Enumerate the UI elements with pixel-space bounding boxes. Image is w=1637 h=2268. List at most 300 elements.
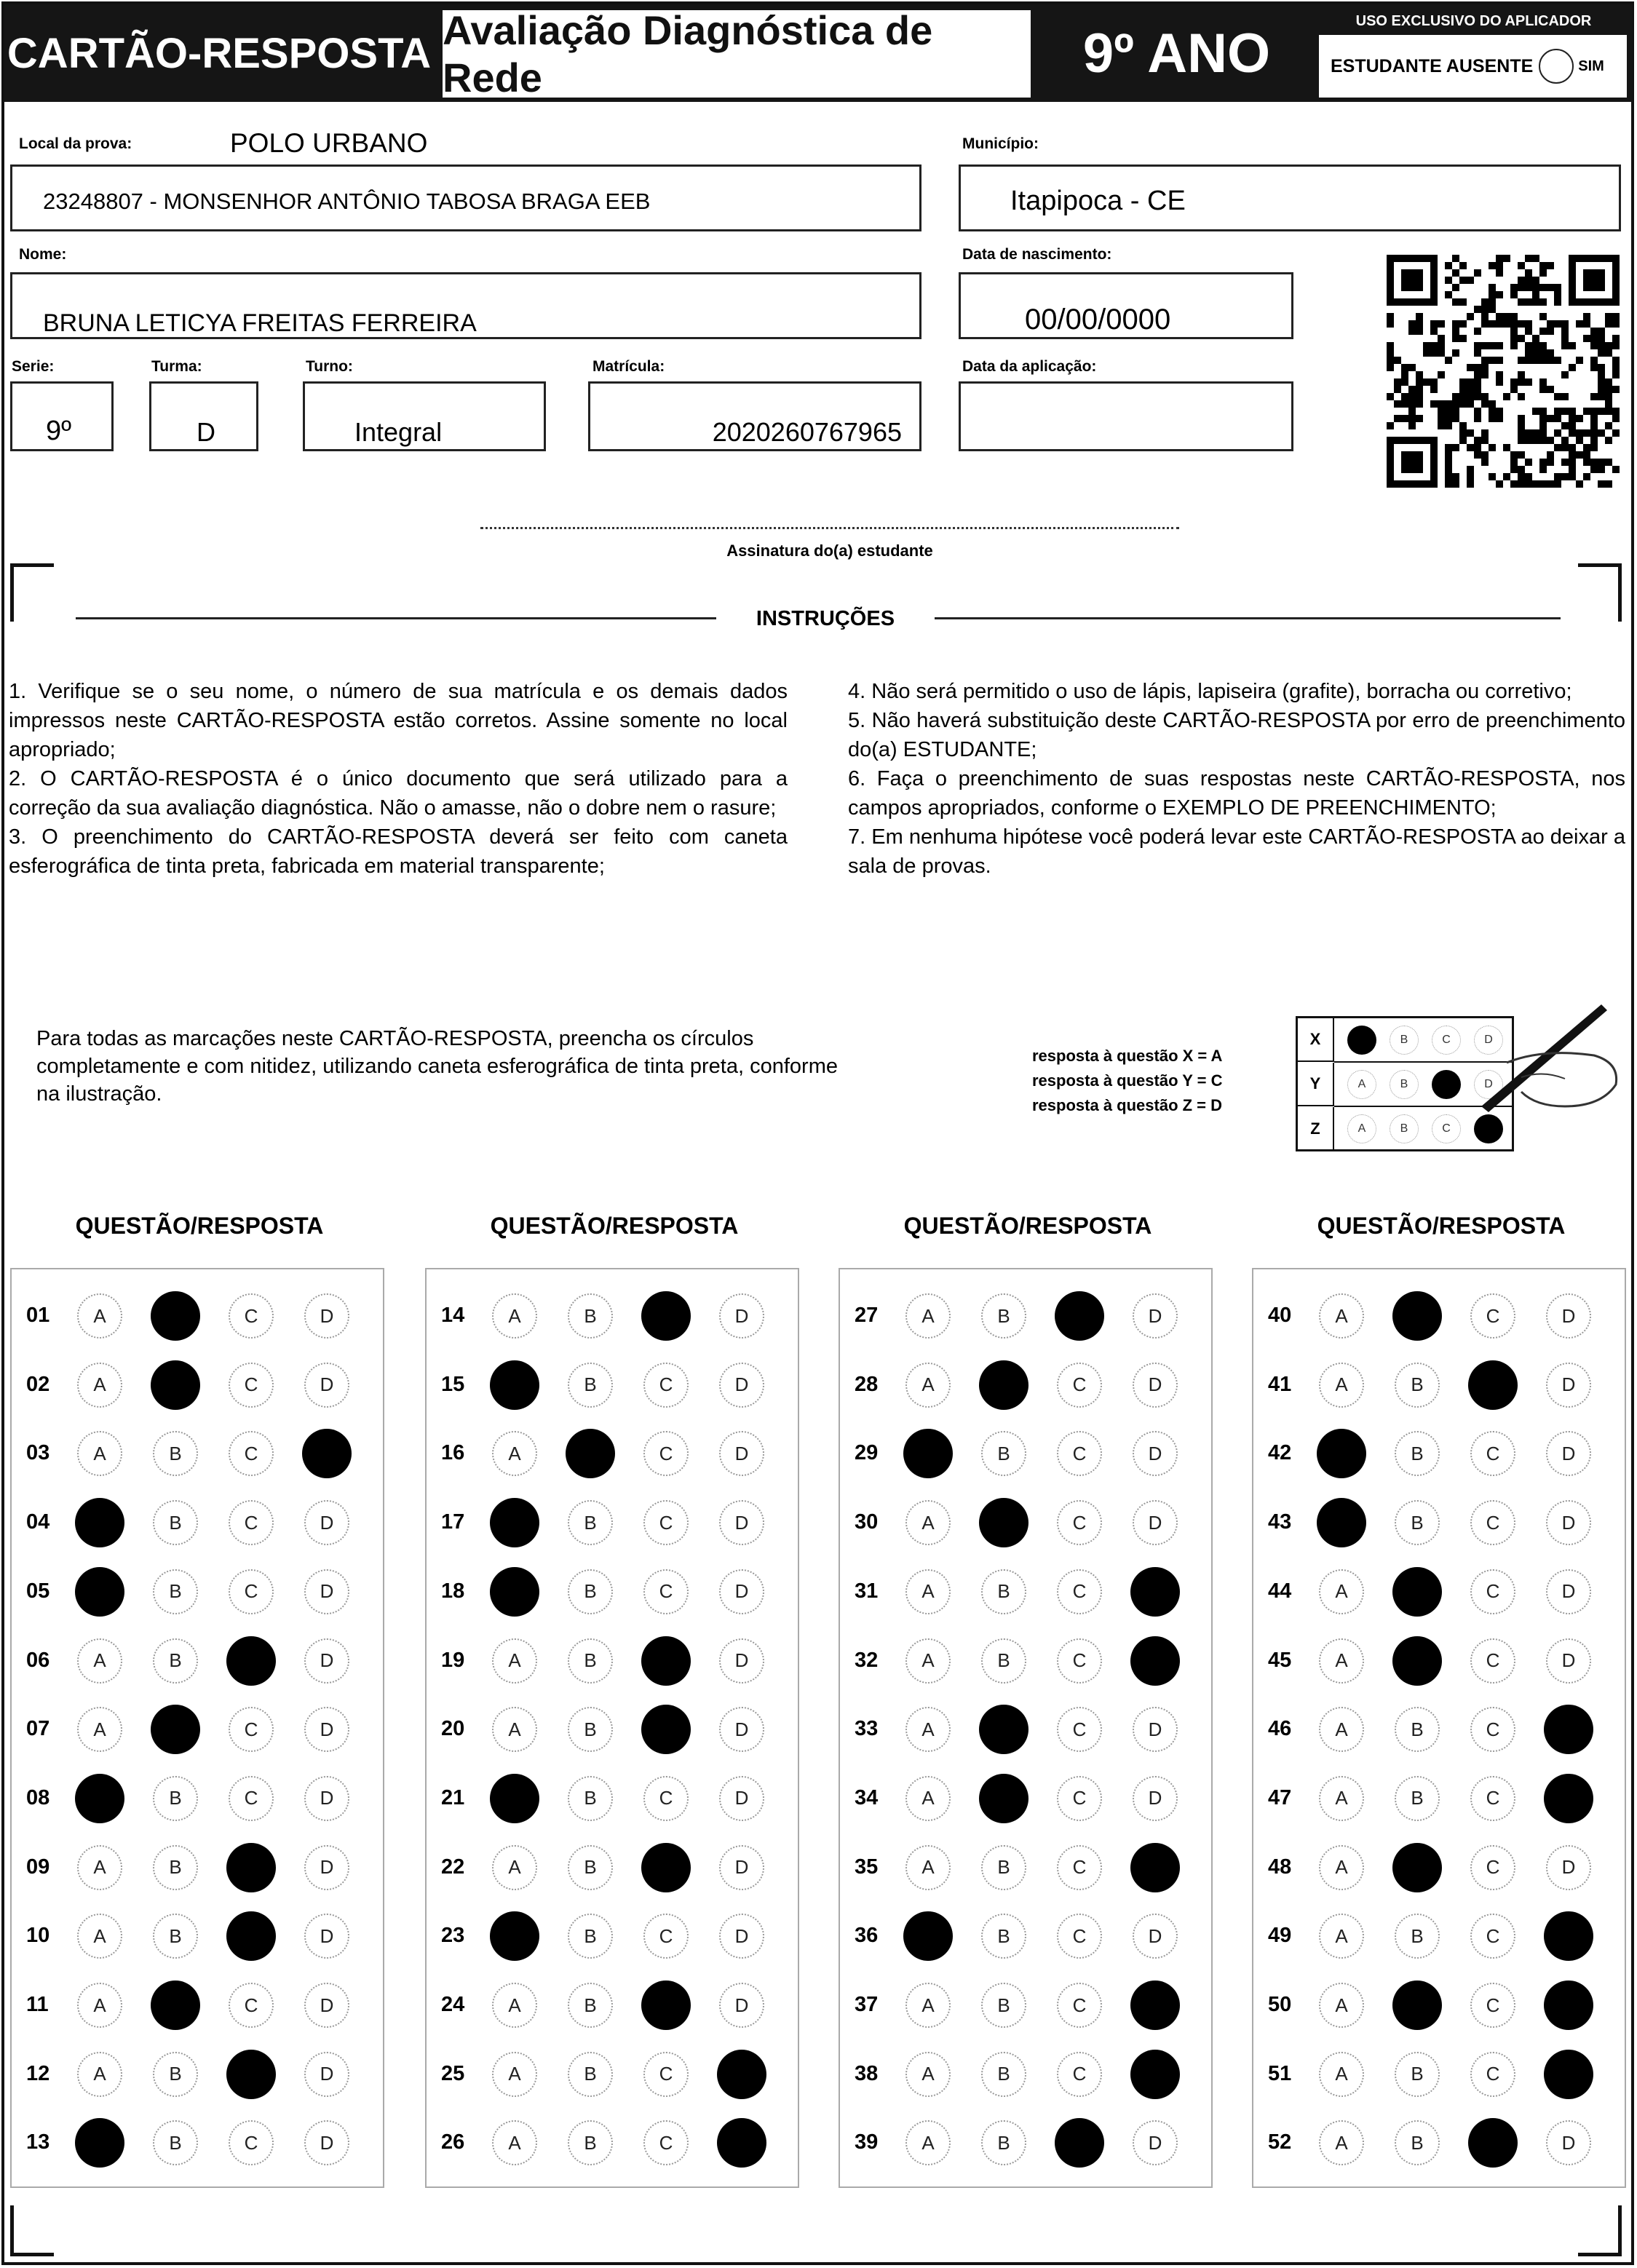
location-label: Local da prova: (19, 135, 132, 152)
answer-bubble-a[interactable] (77, 1293, 122, 1339)
answer-bubble-a[interactable] (905, 2120, 951, 2165)
bubble-letter: B (1411, 2131, 1424, 2154)
example-bubble: A (1347, 1114, 1376, 1143)
answer-row (10, 1914, 384, 1959)
answer-bubble-c[interactable] (1468, 2118, 1518, 2168)
bubble-letter: D (1561, 1580, 1576, 1603)
answer-bubble-a[interactable] (492, 2120, 537, 2165)
answer-bubble-c[interactable] (641, 1980, 691, 2030)
answer-bubble-a[interactable] (1317, 1498, 1366, 1547)
answer-bubble-b[interactable] (981, 1569, 1026, 1614)
answer-bubble-b[interactable] (568, 1707, 613, 1752)
answer-bubble-d[interactable] (1133, 1293, 1178, 1339)
answer-bubble-d[interactable] (719, 1431, 764, 1476)
answer-bubble-c[interactable] (1057, 1983, 1102, 2028)
student-absent-field[interactable] (1319, 35, 1627, 98)
class-field (149, 381, 258, 451)
answer-bubble-b[interactable] (979, 1360, 1028, 1410)
answer-bubble-b[interactable] (153, 1569, 198, 1614)
answer-bubble-c[interactable] (1057, 1707, 1102, 1752)
answer-bubble-d[interactable] (719, 1776, 764, 1821)
bubble-letter: D (1148, 1373, 1162, 1396)
answer-bubble-a[interactable] (490, 1498, 539, 1547)
bubble-letter: C (1072, 1856, 1087, 1879)
answer-bubble-a[interactable] (905, 1707, 951, 1752)
name-field (10, 272, 921, 339)
bubble-letter: D (1148, 1924, 1162, 1947)
corner-bracket-tl (10, 563, 54, 622)
answer-bubble-d[interactable] (1546, 1431, 1591, 1476)
answer-bubble-b[interactable] (979, 1774, 1028, 1823)
answer-bubble-a[interactable] (905, 1569, 951, 1614)
example-bubble: B (1390, 1026, 1419, 1055)
answer-bubble-d[interactable] (1133, 2120, 1178, 2165)
answer-bubble-a[interactable] (905, 1293, 951, 1339)
answer-bubble-c[interactable] (641, 1291, 691, 1341)
answer-bubble-b[interactable] (981, 1983, 1026, 2028)
answer-bubble-a[interactable] (75, 1567, 124, 1617)
answer-bubble-a[interactable] (77, 1983, 122, 2028)
answer-bubble-c[interactable] (1470, 1707, 1515, 1752)
shift-label: Turno: (306, 358, 353, 375)
bubble-letter: C (659, 1924, 673, 1947)
bubble-letter: C (1486, 1649, 1500, 1671)
bubble-letter: C (244, 1994, 258, 2016)
answer-bubble-c[interactable] (1055, 1291, 1104, 1341)
answer-bubble-a[interactable] (905, 1363, 951, 1408)
answer-bubble-a[interactable] (490, 1911, 539, 1961)
answer-bubble-b[interactable] (981, 1431, 1026, 1476)
question-number: 09 (26, 1855, 50, 1879)
answer-bubble-a[interactable] (1319, 1914, 1364, 1959)
answer-bubble-a[interactable] (905, 1845, 951, 1890)
question-number: 34 (855, 1785, 879, 1809)
answer-bubble-b[interactable] (981, 1845, 1026, 1890)
answer-bubble-d[interactable] (719, 1500, 764, 1545)
example-bubble: B (1390, 1070, 1419, 1099)
answer-bubble-a[interactable] (903, 1429, 953, 1478)
answer-bubble-b[interactable] (153, 1914, 198, 1959)
answer-bubble-c[interactable] (1057, 2052, 1102, 2097)
answer-bubble-d[interactable] (1544, 2050, 1593, 2099)
answer-bubble-b[interactable] (153, 1776, 198, 1821)
answer-bubble-c[interactable] (1470, 1500, 1515, 1545)
instruction-5: 5. Não haverá substituição deste CARTÃO-RESPOSTA por erro de preenchimento do(a) ESTUDANTE; (848, 709, 1625, 761)
municipality-label: Município: (962, 135, 1039, 152)
instruction-7: 7. Em nenhuma hipótese você poderá levar este CARTÃO-RESPOSTA ao deixar a sala de provas. (848, 825, 1625, 878)
answer-bubble-d[interactable] (719, 1845, 764, 1890)
answer-bubble-d[interactable] (719, 1363, 764, 1408)
question-number: 08 (26, 1785, 50, 1809)
answer-bubble-c[interactable] (643, 1431, 689, 1476)
answer-row (1252, 2120, 1626, 2165)
answer-bubble-b[interactable] (1395, 1707, 1440, 1752)
answer-bubble-a[interactable] (1319, 1983, 1364, 2028)
answer-bubble-a[interactable] (75, 2118, 124, 2168)
answer-bubble-c[interactable] (1470, 1914, 1515, 1959)
answer-bubble-c[interactable] (229, 1431, 274, 1476)
answer-row (425, 1638, 799, 1684)
answer-bubble-b[interactable] (153, 1845, 198, 1890)
answer-bubble-d[interactable] (1133, 1707, 1178, 1752)
bubble-letter: B (169, 1787, 182, 1809)
answer-bubble-a[interactable] (905, 1776, 951, 1821)
answer-bubble-a[interactable] (75, 1774, 124, 1823)
answer-bubble-b[interactable] (568, 1363, 613, 1408)
bubble-letter: C (1486, 1304, 1500, 1327)
answer-bubble-d[interactable] (304, 2052, 349, 2097)
series-value: 9º (46, 416, 72, 446)
answer-bubble-a[interactable] (1319, 1707, 1364, 1752)
answer-bubble-b[interactable] (568, 1776, 613, 1821)
answer-bubble-b[interactable] (153, 2120, 198, 2165)
answer-bubble-d[interactable] (304, 1638, 349, 1684)
answer-bubble-c[interactable] (1470, 1983, 1515, 2028)
answer-bubble-a[interactable] (1319, 2120, 1364, 2165)
answer-row (10, 2120, 384, 2165)
birth-label: Data de nascimento: (962, 246, 1112, 263)
answer-bubble-b[interactable] (568, 2052, 613, 2097)
bubble-letter: A (1335, 1718, 1348, 1740)
bubble-letter: D (1561, 1856, 1576, 1879)
answer-bubble-a[interactable] (492, 1431, 537, 1476)
answer-bubble-b[interactable] (1395, 1914, 1440, 1959)
answer-bubble-a[interactable] (492, 1638, 537, 1684)
answer-bubble-a[interactable] (77, 1845, 122, 1890)
answer-bubble-d[interactable] (719, 1914, 764, 1959)
answer-bubble-d[interactable] (1544, 1980, 1593, 2030)
bubble-letter: B (584, 1304, 597, 1327)
answer-bubble-a[interactable] (490, 1567, 539, 1617)
answer-bubble-c[interactable] (1470, 1293, 1515, 1339)
bubble-letter: C (1486, 1787, 1500, 1809)
answer-row (839, 1914, 1213, 1959)
answer-bubble-a[interactable] (77, 1914, 122, 1959)
answer-bubble-b[interactable] (1395, 1500, 1440, 1545)
answer-bubble-a[interactable] (492, 1707, 537, 1752)
answer-bubble-c[interactable] (1057, 1776, 1102, 1821)
bubble-letter: C (1072, 1924, 1087, 1947)
answer-bubble-b[interactable] (153, 1500, 198, 1545)
answer-bubble-b[interactable] (566, 1429, 615, 1478)
answer-bubble-b[interactable] (1395, 1776, 1440, 1821)
answer-bubble-d[interactable] (1130, 1636, 1180, 1686)
answer-bubble-c[interactable] (1470, 1431, 1515, 1476)
answer-bubble-c[interactable] (229, 1776, 274, 1821)
answer-bubble-c[interactable] (643, 1914, 689, 1959)
answer-row (839, 1363, 1213, 1408)
answer-row (10, 1500, 384, 1545)
bubble-letter: D (734, 1511, 749, 1534)
answer-bubble-b[interactable] (1395, 1363, 1440, 1408)
answer-bubble-d[interactable] (1546, 2120, 1591, 2165)
bubble-letter: C (1486, 1924, 1500, 1947)
answer-bubble-b[interactable] (981, 1914, 1026, 1959)
answer-bubble-d[interactable] (719, 1983, 764, 2028)
answer-row (839, 1431, 1213, 1476)
answer-bubble-d[interactable] (1546, 1293, 1591, 1339)
answer-bubble-c[interactable] (1470, 1638, 1515, 1684)
answer-bubble-c[interactable] (1057, 1845, 1102, 1890)
answer-bubble-c[interactable] (226, 2050, 276, 2099)
answer-bubble-c[interactable] (1470, 2052, 1515, 2097)
answer-bubble-b[interactable] (1395, 2052, 1440, 2097)
answer-row (425, 1845, 799, 1890)
answer-bubble-c[interactable] (643, 2120, 689, 2165)
answer-bubble-b[interactable] (568, 1845, 613, 1890)
answer-bubble-a[interactable] (490, 1360, 539, 1410)
answer-bubble-c[interactable] (641, 1843, 691, 1892)
answer-bubble-a[interactable] (77, 1707, 122, 1752)
answer-bubble-a[interactable] (905, 1983, 951, 2028)
answer-bubble-d[interactable] (719, 1638, 764, 1684)
answer-bubble-c[interactable] (226, 1843, 276, 1892)
answer-bubble-d[interactable] (1133, 1500, 1178, 1545)
answer-bubble-c[interactable] (1468, 1360, 1518, 1410)
answer-bubble-c[interactable] (1055, 2118, 1104, 2168)
answer-row (425, 1914, 799, 1959)
answer-bubble-c[interactable] (229, 1500, 274, 1545)
answer-bubble-b[interactable] (1392, 1291, 1442, 1341)
answer-bubble-d[interactable] (1130, 2050, 1180, 2099)
answer-bubble-b[interactable] (1392, 1567, 1442, 1617)
answer-bubble-a[interactable] (492, 1983, 537, 2028)
bubble-letter: C (659, 1580, 673, 1603)
answer-row (425, 1983, 799, 2028)
answer-bubble-b[interactable] (153, 1431, 198, 1476)
bubble-letter: A (93, 1994, 106, 2016)
bubble-letter: A (93, 1304, 106, 1327)
answer-bubble-c[interactable] (643, 1569, 689, 1614)
answer-bubble-b[interactable] (151, 1360, 200, 1410)
answer-bubble-d[interactable] (1546, 1845, 1591, 1890)
answer-bubble-d[interactable] (304, 1914, 349, 1959)
answer-bubble-d[interactable] (304, 1776, 349, 1821)
answer-bubble-a[interactable] (75, 1498, 124, 1547)
answers-column-header: QUESTÃO/RESPOSTA (1317, 1213, 1566, 1239)
question-number: 01 (26, 1304, 50, 1327)
instruction-1: 1. Verifique se o seu nome, o número de sua matrícula e os demais dados impressos neste CARTÃO-RESPOSTA estão corretos. Assine somente no local apropriado; (9, 680, 788, 761)
answer-bubble-b[interactable] (153, 2052, 198, 2097)
answer-row (839, 1293, 1213, 1339)
answer-bubble-d[interactable] (1130, 1980, 1180, 2030)
answer-bubble-c[interactable] (643, 2052, 689, 2097)
bubble-letter: C (244, 1442, 258, 1464)
bubble-letter: C (244, 1580, 258, 1603)
answer-bubble-d[interactable] (1133, 1363, 1178, 1408)
answer-bubble-a[interactable] (905, 2052, 951, 2097)
answer-bubble-a[interactable] (1317, 1429, 1366, 1478)
bubble-letter: B (169, 2131, 182, 2154)
answer-bubble-b[interactable] (979, 1705, 1028, 1754)
answer-bubble-d[interactable] (1130, 1843, 1180, 1892)
answer-bubble-d[interactable] (717, 2118, 766, 2168)
answer-bubble-c[interactable] (643, 1776, 689, 1821)
answer-bubble-d[interactable] (1133, 1914, 1178, 1959)
bubble-letter: B (169, 1580, 182, 1603)
answer-bubble-a[interactable] (1319, 1569, 1364, 1614)
answer-bubble-d[interactable] (719, 1707, 764, 1752)
answer-bubble-c[interactable] (643, 1363, 689, 1408)
answer-bubble-c[interactable] (1057, 1638, 1102, 1684)
answer-bubble-c[interactable] (1057, 1363, 1102, 1408)
answer-bubble-b[interactable] (151, 1980, 200, 2030)
example-row-label: Y (1298, 1063, 1334, 1106)
example-bubble: D (1474, 1026, 1503, 1055)
application-date-field[interactable] (959, 381, 1293, 451)
answer-bubble-c[interactable] (226, 1911, 276, 1961)
answer-bubble-c[interactable] (229, 1293, 274, 1339)
bubble-letter: A (93, 1442, 106, 1464)
example-bubble: A (1347, 1026, 1376, 1055)
answer-bubble-c[interactable] (1057, 1431, 1102, 1476)
answer-row (10, 1845, 384, 1890)
answer-bubble-a[interactable] (1319, 1776, 1364, 1821)
student-absent-label: ESTUDANTE AUSENTE (1331, 55, 1534, 76)
example-legend (1032, 1044, 1222, 1118)
answer-bubble-c[interactable] (1057, 1569, 1102, 1614)
answer-bubble-a[interactable] (77, 1638, 122, 1684)
answer-bubble-c[interactable] (1470, 1845, 1515, 1890)
answer-bubble-a[interactable] (490, 1774, 539, 1823)
answer-bubble-b[interactable] (981, 1293, 1026, 1339)
answer-bubble-d[interactable] (1546, 1363, 1591, 1408)
answer-bubble-d[interactable] (719, 1569, 764, 1614)
absent-bubble[interactable] (1539, 49, 1574, 84)
answer-bubble-b[interactable] (151, 1291, 200, 1341)
answer-bubble-b[interactable] (979, 1498, 1028, 1547)
question-number: 15 (441, 1372, 465, 1396)
answer-bubble-d[interactable] (1544, 1705, 1593, 1754)
answer-bubble-d[interactable] (1133, 1431, 1178, 1476)
answer-bubble-b[interactable] (981, 2052, 1026, 2097)
answer-bubble-d[interactable] (1130, 1567, 1180, 1617)
bubble-letter: D (320, 1787, 334, 1809)
signature-line[interactable] (480, 527, 1179, 529)
answer-bubble-a[interactable] (1319, 2052, 1364, 2097)
answer-bubble-a[interactable] (492, 2052, 537, 2097)
answer-bubble-d[interactable] (1544, 1774, 1593, 1823)
answer-bubble-a[interactable] (905, 1500, 951, 1545)
question-number: 50 (1268, 1993, 1292, 2016)
answer-bubble-c[interactable] (226, 1636, 276, 1686)
bubble-letter: D (1561, 1649, 1576, 1671)
answer-bubble-c[interactable] (229, 1569, 274, 1614)
bubble-letter: C (244, 1373, 258, 1396)
answer-bubble-c[interactable] (229, 1707, 274, 1752)
answer-bubble-b[interactable] (153, 1638, 198, 1684)
answer-bubble-d[interactable] (1546, 1500, 1591, 1545)
answer-bubble-b[interactable] (568, 1569, 613, 1614)
answers-column-header: QUESTÃO/RESPOSTA (490, 1213, 739, 1239)
answer-bubble-d[interactable] (1544, 1911, 1593, 1961)
answer-bubble-d[interactable] (304, 1569, 349, 1614)
bubble-letter: A (508, 1856, 521, 1879)
answer-bubble-b[interactable] (1392, 1636, 1442, 1686)
answer-bubble-b[interactable] (1395, 1431, 1440, 1476)
question-number: 44 (1268, 1579, 1292, 1603)
bubble-letter: A (921, 1304, 935, 1327)
answer-bubble-a[interactable] (1319, 1293, 1364, 1339)
answer-bubble-b[interactable] (1395, 2120, 1440, 2165)
name-label: Nome: (19, 246, 67, 263)
bubble-letter: A (921, 1511, 935, 1534)
bubble-letter: B (997, 1924, 1010, 1947)
answer-bubble-a[interactable] (77, 2052, 122, 2097)
question-number: 10 (26, 1924, 50, 1948)
corner-bracket-br (1578, 2205, 1622, 2256)
answer-bubble-a[interactable] (77, 1431, 122, 1476)
answer-row (1252, 1707, 1626, 1752)
answer-bubble-d[interactable] (304, 1845, 349, 1890)
bubble-letter: A (508, 1304, 521, 1327)
answer-row (839, 1500, 1213, 1545)
answer-bubble-d[interactable] (719, 1293, 764, 1339)
answer-bubble-a[interactable] (492, 1293, 537, 1339)
answer-bubble-d[interactable] (302, 1429, 352, 1478)
answer-bubble-b[interactable] (568, 1638, 613, 1684)
bubble-letter: B (584, 1787, 597, 1809)
bubble-letter: B (584, 1994, 597, 2016)
answer-bubble-d[interactable] (1546, 1638, 1591, 1684)
answer-bubble-d[interactable] (1133, 1776, 1178, 1821)
answer-bubble-c[interactable] (229, 2120, 274, 2165)
answer-bubble-b[interactable] (568, 1500, 613, 1545)
answer-bubble-a[interactable] (1319, 1638, 1364, 1684)
answer-bubble-a[interactable] (903, 1911, 953, 1961)
question-number: 26 (441, 2130, 465, 2154)
answer-bubble-b[interactable] (981, 1638, 1026, 1684)
answer-bubble-b[interactable] (1392, 1980, 1442, 2030)
answer-bubble-b[interactable] (981, 2120, 1026, 2165)
bubble-letter: B (584, 1856, 597, 1879)
answer-bubble-d[interactable] (1546, 1569, 1591, 1614)
answer-bubble-d[interactable] (304, 2120, 349, 2165)
answer-bubble-c[interactable] (641, 1636, 691, 1686)
answer-bubble-a[interactable] (1319, 1845, 1364, 1890)
answer-bubble-b[interactable] (568, 1293, 613, 1339)
answer-bubble-c[interactable] (641, 1705, 691, 1754)
answer-bubble-c[interactable] (1470, 1776, 1515, 1821)
answer-bubble-c[interactable] (229, 1983, 274, 2028)
answer-bubble-d[interactable] (304, 1293, 349, 1339)
answer-bubble-b[interactable] (1392, 1843, 1442, 1892)
answer-bubble-d[interactable] (304, 1983, 349, 2028)
instructions-rule-left (76, 617, 716, 619)
answer-bubble-d[interactable] (304, 1363, 349, 1408)
answer-bubble-d[interactable] (304, 1500, 349, 1545)
answer-bubble-a[interactable] (492, 1845, 537, 1890)
answer-bubble-c[interactable] (643, 1500, 689, 1545)
question-number: 42 (1268, 1441, 1292, 1465)
answer-row (1252, 1638, 1626, 1684)
answer-bubble-a[interactable] (1319, 1363, 1364, 1408)
answer-bubble-b[interactable] (568, 1914, 613, 1959)
answer-bubble-c[interactable] (1470, 1569, 1515, 1614)
exam-title: Avaliação Diagnóstica de Rede (443, 10, 1031, 98)
answer-bubble-a[interactable] (77, 1363, 122, 1408)
answer-bubble-b[interactable] (568, 1983, 613, 2028)
answer-bubble-c[interactable] (229, 1363, 274, 1408)
answer-bubble-b[interactable] (151, 1705, 200, 1754)
answer-bubble-d[interactable] (304, 1707, 349, 1752)
answer-bubble-b[interactable] (568, 2120, 613, 2165)
answer-bubble-c[interactable] (1057, 1500, 1102, 1545)
answer-bubble-a[interactable] (905, 1638, 951, 1684)
answer-bubble-d[interactable] (717, 2050, 766, 2099)
answer-bubble-c[interactable] (1057, 1914, 1102, 1959)
grade-label: 9º ANO (1031, 4, 1323, 102)
